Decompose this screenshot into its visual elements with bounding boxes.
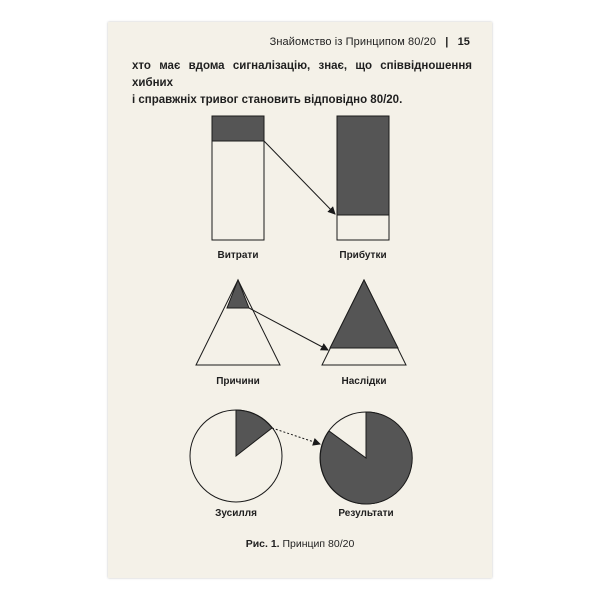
running-title: Знайомство із Принципом 80/20 xyxy=(269,36,437,48)
body-line-2: і справжніх тривог становить відповідно 80/20. xyxy=(132,94,403,106)
consequences-triangle xyxy=(322,280,406,365)
body-text xyxy=(132,58,472,109)
figure-80-20 xyxy=(108,110,492,520)
results-circle xyxy=(320,412,412,504)
body-line-1: хто має вдома сигналізацію, знає, що співвідношення хибних xyxy=(132,60,472,89)
consequences-triangle-filled-part xyxy=(330,280,398,348)
label-causes: Причини xyxy=(216,376,260,387)
figure-caption xyxy=(108,538,492,550)
costs-bar-filled-part xyxy=(212,116,264,141)
profits-bar xyxy=(337,116,389,240)
running-head xyxy=(270,36,470,48)
caption-text: Принцип 80/20 xyxy=(279,538,355,550)
page-number: 15 xyxy=(457,36,470,48)
figure-diagram xyxy=(108,110,492,520)
book-page xyxy=(108,22,492,578)
caption-label: Рис. 1. xyxy=(245,538,280,550)
profits-bar-filled-part xyxy=(337,116,389,215)
efforts-circle xyxy=(190,410,282,502)
label-consequences: Наслідки xyxy=(341,376,387,387)
bars-arrow xyxy=(264,141,335,214)
label-efforts: Зусилля xyxy=(215,508,257,519)
costs-bar xyxy=(212,116,264,240)
causes-triangle-filled-part xyxy=(227,280,249,308)
label-results: Результати xyxy=(338,508,394,519)
label-costs: Витрати xyxy=(217,250,259,261)
label-profits: Прибутки xyxy=(339,250,387,261)
causes-triangle xyxy=(196,280,280,365)
header-separator: | xyxy=(445,36,449,48)
